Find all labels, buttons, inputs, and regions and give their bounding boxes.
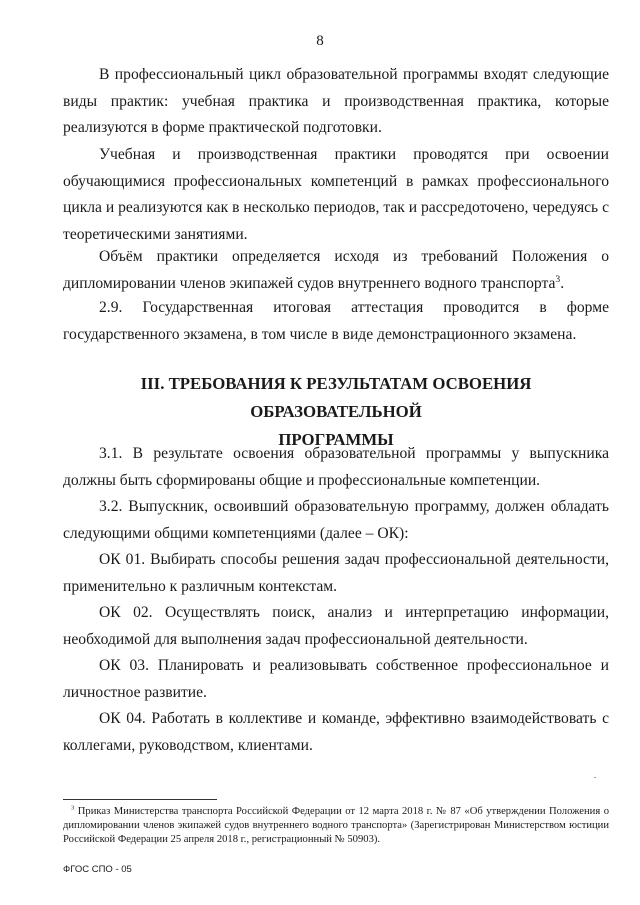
footnote-reference[interactable]: 3 bbox=[555, 273, 561, 285]
competence-ok02: ОК 02. Осуществлять поиск, анализ и интерпретацию информации, необходимой для выполнения задач профессиональной деятельности. bbox=[63, 604, 609, 648]
section-heading-line1: III. ТРЕБОВАНИЯ К РЕЗУЛЬТАТАМ ОСВОЕНИЯ ОБРАЗОВАТЕЛЬНОЙ bbox=[140, 374, 532, 421]
paragraph-practice-conduct: Учебная и производственная практики проводятся при освоении обучающимися профессиональных компетенций в рамках профессионального цикла и реализуются как в несколько периодов, так и рассредоточено, чередуясь с теоретическими занятиями. bbox=[63, 146, 609, 243]
footnote-marker: 3 bbox=[71, 804, 75, 812]
practice-volume-text: Объём практики определяется исходя из требований Положения о дипломировании членов экипажей судов внутреннего водного транспорта bbox=[63, 248, 609, 292]
footnote-divider bbox=[63, 799, 217, 800]
paragraph-final-attestation: 2.9. Государственная итоговая аттестация проводится в форме государственного экзамена, в том числе в виде демонстрационного экзамена. bbox=[63, 299, 609, 343]
paragraph-practice-volume bbox=[63, 244, 609, 297]
paragraph-practice-types: В профессиональный цикл образовательной программы входят следующие виды практик: учебная практика и производственная практика, которые реализуются в форме практической подготовки. bbox=[63, 66, 609, 136]
competence-ok03: ОК 03. Планировать и реализовывать собственное профессиональное и личностное развитие. bbox=[63, 657, 609, 701]
competence-ok04: ОК 04. Работать в коллективе и команде, эффективно взаимодействовать с коллегами, руководством, клиентами. bbox=[63, 710, 609, 754]
practice-volume-end: . bbox=[560, 274, 565, 292]
paragraph-competences-formed: 3.1. В результате освоения образовательной программы у выпускника должны быть сформированы общие и профессиональные компетенции. bbox=[63, 445, 609, 489]
page-number: 8 bbox=[316, 33, 324, 49]
footnote-text: Приказ Министерства транспорта Российской Федерации от 12 марта 2018 г. № 87 «Об утверждении Положения о дипломировании членов экипажей судов внутреннего водного транспорта» (Зарегистрирован Министерством юстиции Российской Федерации 25 апреля 2018 г., регистрационный № 50903). bbox=[63, 806, 609, 845]
footnote bbox=[63, 805, 609, 847]
section-heading-line2: ПРОГРАММЫ bbox=[278, 430, 394, 449]
paragraph-general-competences: 3.2. Выпускник, освоивший образовательную программу, должен обладать следующими общими компетенциями (далее – ОК): bbox=[63, 498, 609, 542]
competence-ok01: ОК 01. Выбирать способы решения задач профессиональной деятельности, применительно к различным контекстам. bbox=[63, 551, 609, 595]
stray-mark: ˇ bbox=[594, 776, 597, 784]
footer-code: ФГОС СПО - 05 bbox=[63, 864, 132, 875]
